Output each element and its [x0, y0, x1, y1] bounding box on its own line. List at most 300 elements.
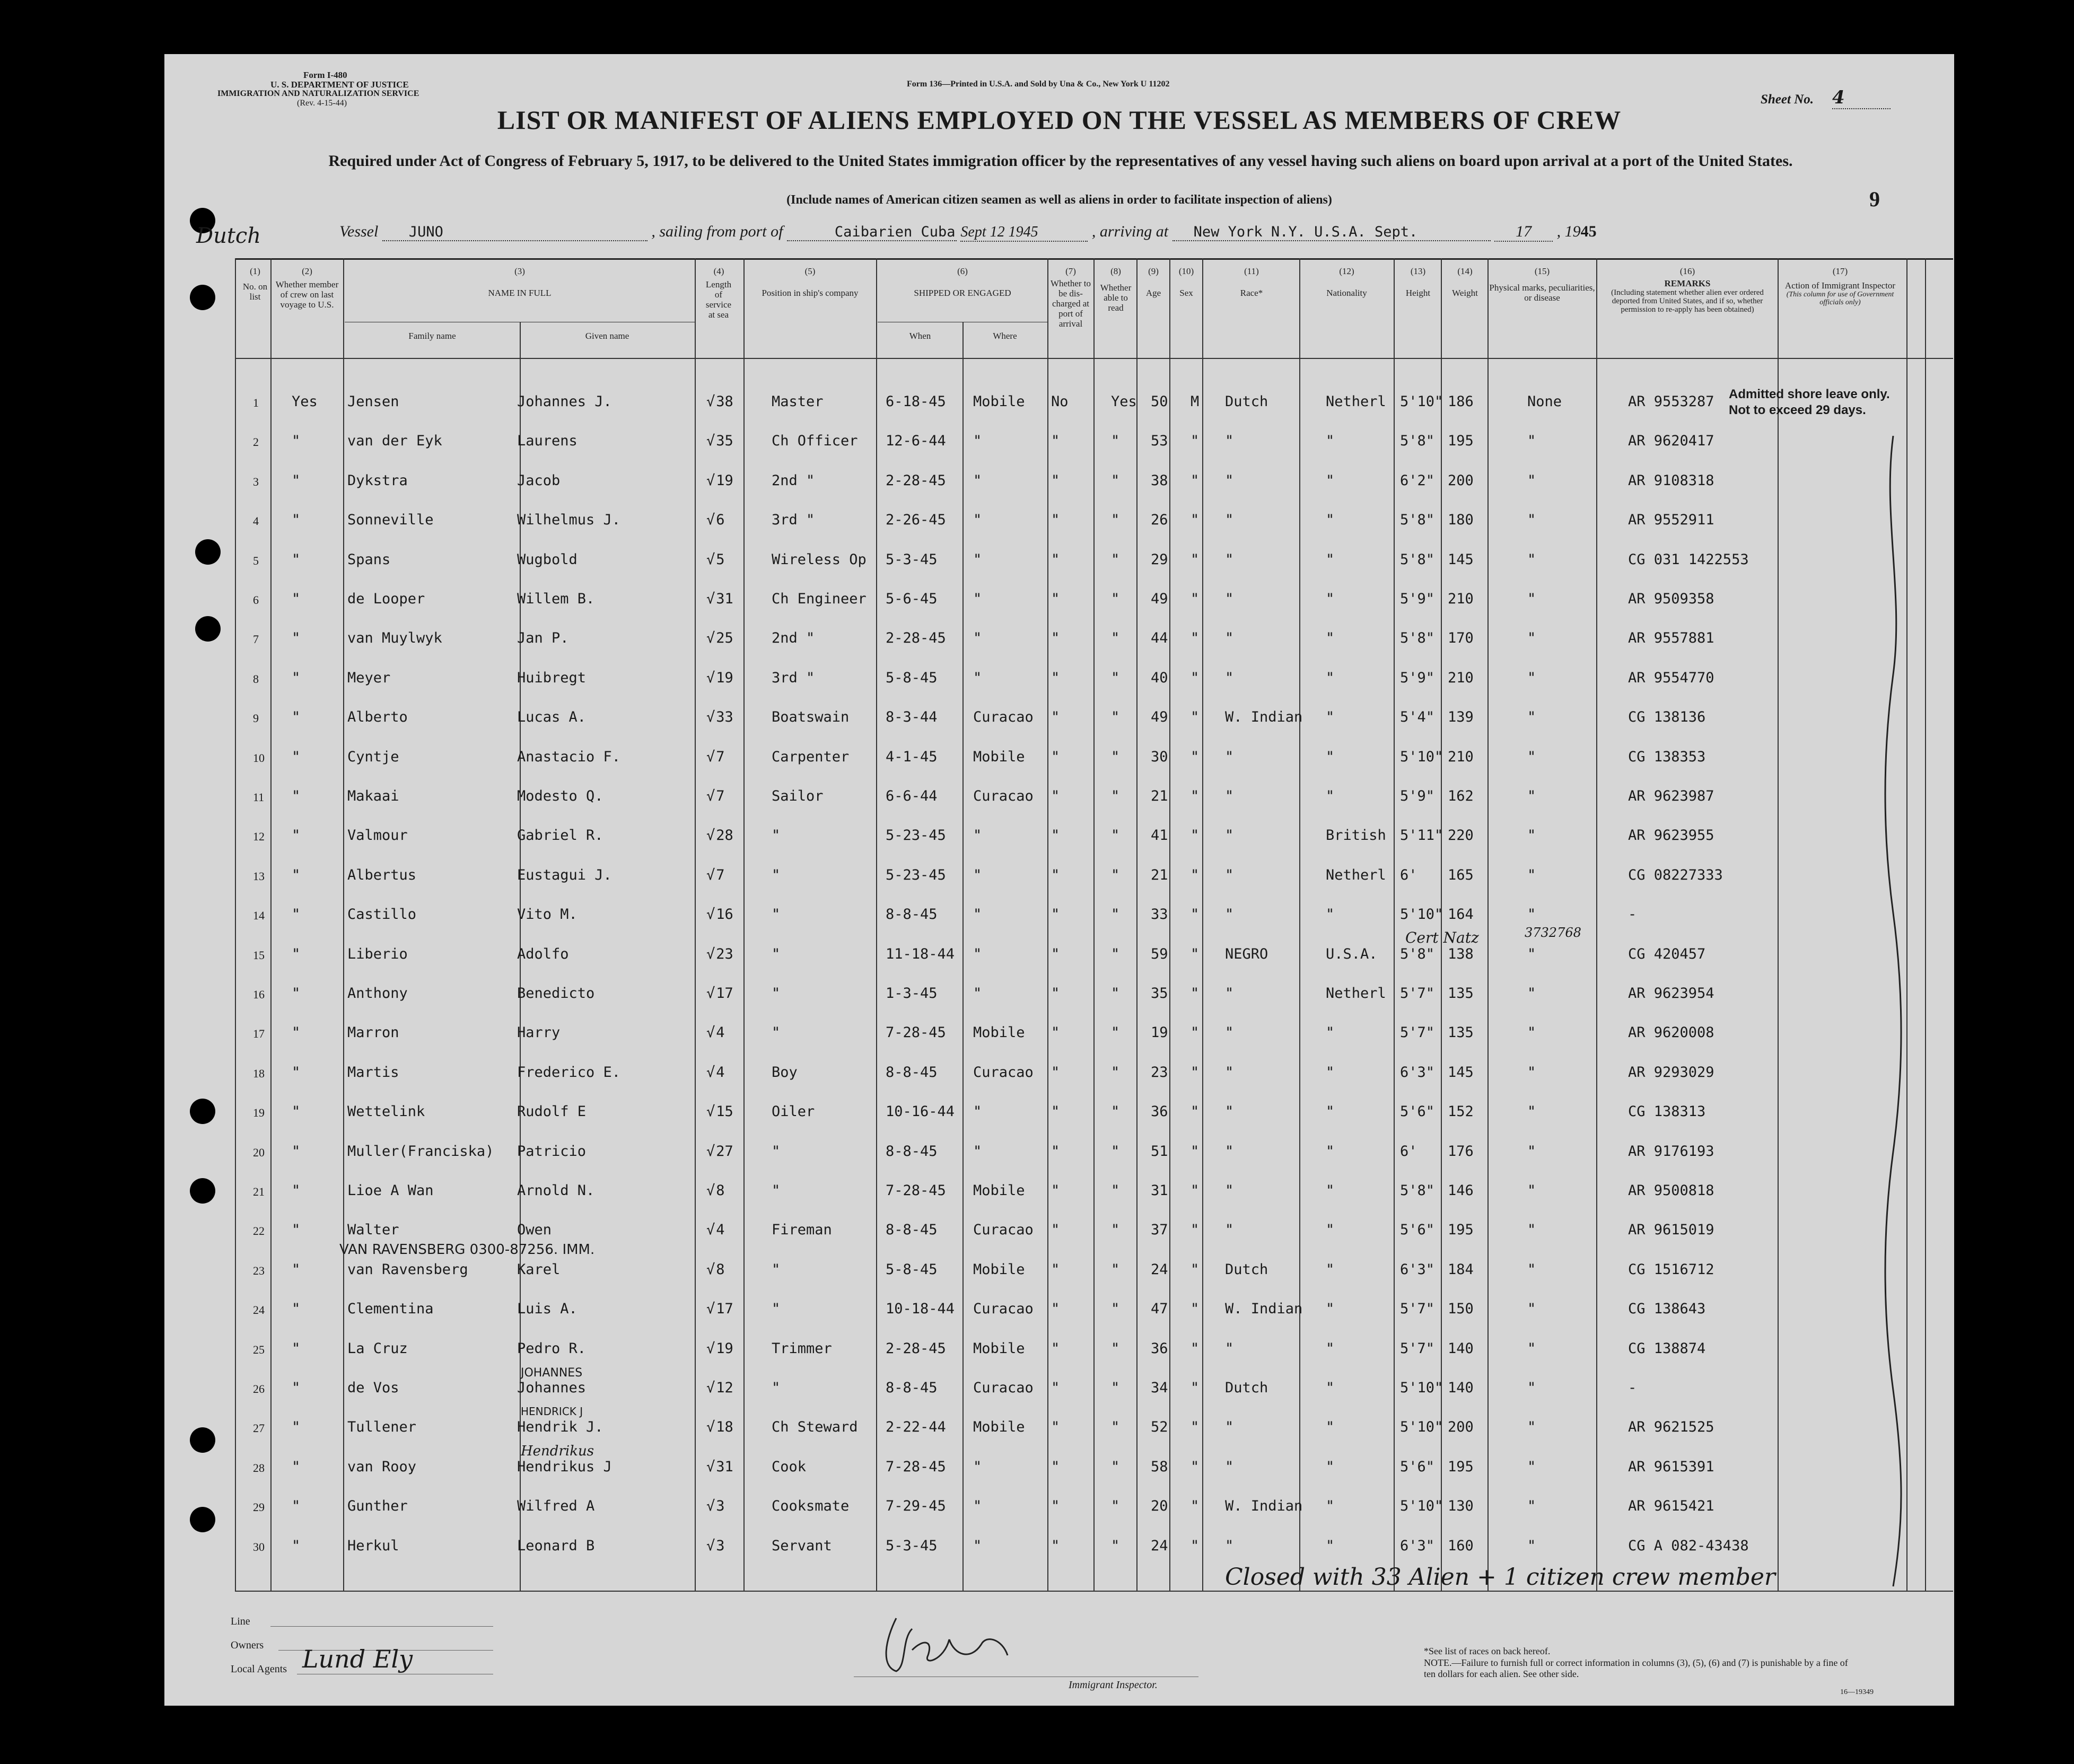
remarks: AR 9615421	[1628, 1498, 1714, 1515]
service-length-value: 4	[716, 1222, 725, 1239]
given-name: Hendrikus J	[517, 1458, 612, 1475]
checkmark-icon: √	[706, 669, 715, 686]
service-length	[706, 1459, 733, 1475]
discharged: "	[1051, 1024, 1060, 1041]
prev-voyage: "	[292, 472, 301, 489]
column-rule	[1487, 258, 1489, 1591]
discharged: "	[1051, 1301, 1060, 1318]
col2-header: (2) Whether member of crew on last voyage to U.S.	[275, 266, 339, 310]
service-length-value: 8	[716, 1182, 725, 1199]
height: 5'7"	[1400, 1340, 1435, 1357]
height: 5'9"	[1400, 788, 1435, 804]
service-length	[706, 1261, 725, 1278]
family-name: La Cruz	[347, 1340, 408, 1357]
height: 5'7"	[1400, 985, 1435, 1002]
race: Dutch	[1225, 1261, 1268, 1278]
age: 33	[1151, 906, 1168, 923]
able-to-read: Yes	[1111, 393, 1137, 410]
checkmark-icon: √	[706, 1380, 715, 1396]
discharged: "	[1051, 472, 1060, 489]
sheet-number: 4	[1832, 87, 1891, 109]
nationality: "	[1326, 906, 1335, 923]
checkmark-icon: √	[706, 433, 715, 450]
physical-marks: "	[1527, 1301, 1536, 1318]
physical-marks: "	[1527, 906, 1536, 923]
sailing-label: , sailing from port of	[651, 223, 783, 240]
nationality: U.S.A.	[1326, 945, 1378, 962]
shipped-when: 8-8-45	[886, 1222, 938, 1239]
physical-marks: "	[1527, 1261, 1536, 1278]
able-to-read: "	[1111, 906, 1120, 923]
shipped-where: "	[973, 1537, 982, 1554]
given-name: Johannes J.	[517, 393, 612, 410]
nationality: "	[1326, 1103, 1335, 1120]
given-name: Frederico E.	[517, 1064, 621, 1081]
sex: "	[1191, 1024, 1200, 1041]
binder-hole	[190, 1099, 215, 1124]
discharged: "	[1051, 669, 1060, 686]
prev-voyage: "	[292, 433, 301, 450]
position: Boatswain	[772, 709, 850, 726]
remarks: AR 9615019	[1628, 1222, 1714, 1239]
physical-marks: "	[1527, 1537, 1536, 1554]
position: Cook	[772, 1458, 807, 1475]
col1-header: (1) No. on list	[242, 266, 268, 302]
position: Cooksmate	[772, 1498, 850, 1515]
shipped-where: Mobile	[973, 1340, 1025, 1357]
binder-hole	[195, 539, 221, 565]
service-length-value: 35	[716, 433, 733, 450]
sex: "	[1191, 1458, 1200, 1475]
remarks: -	[1628, 906, 1637, 923]
col5-header: (5) Position in ship's company	[762, 266, 859, 298]
discharged: "	[1051, 1419, 1060, 1436]
row-number: 15	[253, 948, 265, 962]
race: "	[1225, 472, 1234, 489]
physical-marks: "	[1527, 512, 1536, 529]
agents-label: Local Agents	[231, 1663, 287, 1675]
shipped-when: 5-23-45	[886, 827, 946, 844]
nationality: "	[1326, 1064, 1335, 1081]
checkmark-icon: √	[706, 551, 715, 568]
weight: 145	[1448, 1064, 1474, 1081]
col7-header: (7) Whether to be dis-charged at port of arrival	[1051, 266, 1091, 329]
family-name: Wettelink	[347, 1103, 425, 1120]
service-length	[706, 1024, 725, 1041]
nationality: "	[1326, 709, 1335, 726]
row-number: 30	[253, 1540, 265, 1554]
column-rule	[1925, 258, 1926, 1591]
able-to-read: "	[1111, 472, 1120, 489]
shipped-where: Curacao	[973, 1222, 1034, 1239]
physical-marks: "	[1527, 669, 1536, 686]
shipped-where: "	[973, 512, 982, 529]
manifest-title: LIST OR MANIFEST OF ALIENS EMPLOYED ON THE VESSEL AS MEMBERS OF CREW	[497, 105, 1622, 135]
prev-voyage: "	[292, 748, 301, 765]
shipped-where: Mobile	[973, 1419, 1025, 1436]
service-length	[706, 670, 733, 686]
able-to-read: "	[1111, 591, 1120, 607]
service-length-value: 19	[716, 669, 733, 686]
sex: "	[1191, 985, 1200, 1002]
service-length	[706, 393, 733, 410]
col3-family: Family name	[408, 331, 456, 341]
service-length	[706, 433, 733, 449]
service-length	[706, 1103, 733, 1120]
physical-marks: "	[1527, 1458, 1536, 1475]
able-to-read: "	[1111, 1537, 1120, 1554]
family-name: Muller(Franciska)	[347, 1143, 494, 1160]
age: 34	[1151, 1380, 1168, 1396]
service-length-value: 33	[716, 709, 733, 726]
position: "	[772, 945, 781, 962]
position: "	[772, 866, 781, 883]
shipped-where: Curacao	[973, 788, 1034, 804]
col17-header: (17) Action of Immigrant Inspector (This column for use of Government officials only)	[1784, 266, 1896, 306]
age: 40	[1151, 669, 1168, 686]
shipped-where: "	[973, 591, 982, 607]
sex: "	[1191, 1261, 1200, 1278]
prev-voyage: "	[292, 1458, 301, 1475]
remarks: CG 420457	[1628, 945, 1706, 962]
service-length	[706, 591, 733, 607]
prev-voyage: "	[292, 1537, 301, 1554]
position: 2nd "	[772, 472, 815, 489]
remarks: AR 9620417	[1628, 433, 1714, 450]
prev-voyage: "	[292, 1222, 301, 1239]
shipped-where: Curacao	[973, 1380, 1034, 1396]
weight: 140	[1448, 1340, 1474, 1357]
physical-marks: "	[1527, 1024, 1536, 1041]
manifest-subtitle: Required under Act of Congress of February 5, 1917, to be delivered to the United States immigration officer by the representatives of any vessel having such aliens on board upon arrival at a port of the United States.	[328, 152, 1793, 170]
owners-label: Owners	[231, 1639, 264, 1651]
race: W. Indian	[1225, 709, 1303, 726]
prev-voyage: "	[292, 630, 301, 647]
able-to-read: "	[1111, 1222, 1120, 1239]
service-length-value: 31	[716, 1458, 733, 1475]
service-length-value: 25	[716, 630, 733, 647]
discharged: "	[1051, 433, 1060, 450]
row27-note: HENDRICK J	[521, 1405, 583, 1418]
discharged: "	[1051, 788, 1060, 804]
service-length-value: 31	[716, 591, 733, 607]
sex: "	[1191, 1222, 1200, 1239]
position: "	[772, 985, 781, 1002]
height: 6'3"	[1400, 1537, 1435, 1554]
weight: 195	[1448, 433, 1474, 450]
remarks: AR 9293029	[1628, 1064, 1714, 1081]
service-length	[706, 1143, 733, 1160]
able-to-read: "	[1111, 1458, 1120, 1475]
shipped-when: 8-3-44	[886, 709, 938, 726]
shipped-where: Mobile	[973, 748, 1025, 765]
row-number: 13	[253, 869, 265, 883]
age: 21	[1151, 788, 1168, 804]
nationality: "	[1326, 591, 1335, 607]
race: "	[1225, 1064, 1234, 1081]
col6-header: (6) SHIPPED OR ENGAGED	[914, 266, 1011, 298]
prev-voyage: "	[292, 1419, 301, 1436]
checkmark-icon: √	[706, 512, 715, 529]
physical-marks: "	[1527, 1340, 1536, 1357]
shipped-where: "	[973, 985, 982, 1002]
binder-hole	[190, 1507, 215, 1532]
sex: "	[1191, 1340, 1200, 1357]
weight: 138	[1448, 945, 1474, 962]
nationality: "	[1326, 472, 1335, 489]
prev-voyage: "	[292, 709, 301, 726]
able-to-read: "	[1111, 985, 1120, 1002]
able-to-read: "	[1111, 1064, 1120, 1081]
race: "	[1225, 906, 1234, 923]
checkmark-icon: √	[706, 709, 715, 726]
race: "	[1225, 827, 1234, 844]
col15-header: (15) Physical marks, peculiarities, or disease	[1489, 266, 1595, 303]
checkmark-icon: √	[706, 1182, 715, 1199]
prev-voyage: "	[292, 985, 301, 1002]
able-to-read: "	[1111, 1024, 1120, 1041]
shipped-when: 7-28-45	[886, 1458, 946, 1475]
weight: 146	[1448, 1182, 1474, 1199]
given-name: Karel	[517, 1261, 561, 1278]
shipped-where: "	[973, 1458, 982, 1475]
nationality: "	[1326, 1537, 1335, 1554]
remarks: AR 9509358	[1628, 591, 1714, 607]
shipped-when: 2-22-44	[886, 1419, 946, 1436]
height: 5'10"	[1400, 1419, 1443, 1436]
shipped-when: 12-6-44	[886, 433, 946, 450]
nationality: "	[1326, 1340, 1335, 1357]
race: "	[1225, 512, 1234, 529]
shipped-when: 6-18-45	[886, 393, 946, 410]
shipped-when: 6-6-44	[886, 788, 938, 804]
service-length-value: 7	[716, 788, 725, 804]
age: 20	[1151, 1498, 1168, 1515]
nationality: "	[1326, 512, 1335, 529]
sex: "	[1191, 512, 1200, 529]
sex: "	[1191, 1419, 1200, 1436]
physical-marks: "	[1527, 748, 1536, 765]
able-to-read: "	[1111, 669, 1120, 686]
race: W. Indian	[1225, 1498, 1303, 1515]
given-name: Gabriel R.	[517, 827, 603, 844]
service-length-value: 17	[716, 1301, 733, 1318]
race: "	[1225, 1458, 1234, 1475]
service-length	[706, 472, 733, 489]
shipped-when: 2-26-45	[886, 512, 946, 529]
height: 5'8"	[1400, 945, 1435, 962]
family-name: Dykstra	[347, 472, 408, 489]
service-length-value: 19	[716, 1340, 733, 1357]
height: 5'10"	[1400, 1380, 1443, 1396]
checkmark-icon: √	[706, 985, 715, 1002]
family-name: Cyntje	[347, 748, 399, 765]
binder-hole	[195, 616, 221, 642]
weight: 150	[1448, 1301, 1474, 1318]
col14-header: (14) Weight	[1452, 266, 1478, 298]
row-number: 14	[253, 909, 265, 923]
discharged: "	[1051, 1182, 1060, 1199]
given-name: Pedro R.	[517, 1340, 587, 1357]
given-name: Luis A.	[517, 1301, 577, 1318]
given-name: Johannes	[517, 1380, 587, 1396]
shipped-when: 7-28-45	[886, 1182, 946, 1199]
race: "	[1225, 433, 1234, 450]
nationality: British	[1326, 827, 1386, 844]
prev-voyage: "	[292, 945, 301, 962]
age: 19	[1151, 1024, 1168, 1041]
sheet-label: Sheet No.	[1761, 92, 1814, 107]
height: 5'8"	[1400, 433, 1435, 450]
position: "	[772, 1301, 781, 1318]
sex: "	[1191, 1498, 1200, 1515]
prev-voyage: "	[292, 512, 301, 529]
arriving-label: , arriving at	[1091, 223, 1169, 240]
prev-voyage: "	[292, 1380, 301, 1396]
able-to-read: "	[1111, 1380, 1120, 1396]
height: 5'8"	[1400, 512, 1435, 529]
position: "	[772, 827, 781, 844]
discharged: "	[1051, 1340, 1060, 1357]
checkmark-icon: √	[706, 1261, 715, 1278]
sail-date: Sept 12 1945	[960, 224, 1088, 242]
shipped-when: 10-18-44	[886, 1301, 955, 1318]
height: 6'	[1400, 1143, 1417, 1160]
shipped-when: 2-28-45	[886, 1340, 946, 1357]
sex: "	[1191, 945, 1200, 962]
shipped-where: "	[973, 906, 982, 923]
row-number: 8	[253, 672, 259, 686]
binder-hole	[190, 1427, 215, 1453]
height: 5'10"	[1400, 748, 1443, 765]
nationality: "	[1326, 551, 1335, 568]
sex: "	[1191, 472, 1200, 489]
remarks: AR 9557881	[1628, 630, 1714, 647]
family-name: Castillo	[347, 906, 417, 923]
column-rule	[876, 258, 877, 1591]
physical-marks: "	[1527, 551, 1536, 568]
service-length	[706, 709, 733, 725]
remarks: AR 9108318	[1628, 472, 1714, 489]
checkmark-icon: √	[706, 630, 715, 647]
shipped-when: 10-16-44	[886, 1103, 955, 1120]
height: 5'9"	[1400, 669, 1435, 686]
row23-note: VAN RAVENSBERG 0300-87256. IMM.	[339, 1242, 595, 1258]
weight: 210	[1448, 591, 1474, 607]
shipped-where: Mobile	[973, 1182, 1025, 1199]
shipped-when: 8-8-45	[886, 1380, 938, 1396]
vessel-label: Vessel	[339, 223, 379, 240]
nationality: "	[1326, 1458, 1335, 1475]
col3-header: (3) NAME IN FULL	[488, 266, 552, 298]
age: 26	[1151, 512, 1168, 529]
remarks: AR 9621525	[1628, 1419, 1714, 1436]
prev-voyage: "	[292, 669, 301, 686]
remarks: CG 1516712	[1628, 1261, 1714, 1278]
position: "	[772, 1024, 781, 1041]
shipped-where: Mobile	[973, 393, 1025, 410]
row14-note: 3732768	[1525, 925, 1581, 940]
race: "	[1225, 551, 1234, 568]
nationality: "	[1326, 630, 1335, 647]
age: 58	[1151, 1458, 1168, 1475]
physical-marks: "	[1527, 709, 1536, 726]
age: 49	[1151, 591, 1168, 607]
race: "	[1225, 985, 1234, 1002]
sailing-port: Caibarien Cuba	[787, 224, 957, 241]
nationality: "	[1326, 748, 1335, 765]
height: 5'7"	[1400, 1301, 1435, 1318]
service-length-value: 7	[716, 748, 725, 765]
sex: "	[1191, 709, 1200, 726]
service-length-value: 4	[716, 1064, 725, 1081]
manifest-sheet	[164, 54, 1954, 1706]
discharged: "	[1051, 551, 1060, 568]
given-name: Willem B.	[517, 591, 595, 607]
row-number: 27	[253, 1421, 265, 1435]
nationality: "	[1326, 1143, 1335, 1160]
discharged: "	[1051, 748, 1060, 765]
race: "	[1225, 866, 1234, 883]
sex: "	[1191, 669, 1200, 686]
col12-header: (12) Nationality	[1326, 266, 1367, 298]
family-name: Sonneville	[347, 512, 434, 529]
physical-marks: "	[1527, 788, 1536, 804]
prev-voyage: "	[292, 827, 301, 844]
given-name: Wilhelmus J.	[517, 512, 621, 529]
discharged: "	[1051, 985, 1060, 1002]
shipped-where: Curacao	[973, 1064, 1034, 1081]
checkmark-icon: √	[706, 866, 715, 883]
discharged: "	[1051, 1380, 1060, 1396]
sex: "	[1191, 630, 1200, 647]
physical-marks: "	[1527, 1103, 1536, 1120]
able-to-read: "	[1111, 1182, 1120, 1199]
height: 6'	[1400, 866, 1417, 883]
discharged: "	[1051, 1458, 1060, 1475]
able-to-read: "	[1111, 788, 1120, 804]
position: Fireman	[772, 1222, 832, 1239]
remarks: AR 9620008	[1628, 1024, 1714, 1041]
position: Boy	[772, 1064, 798, 1081]
discharged: "	[1051, 906, 1060, 923]
discharged: "	[1051, 1537, 1060, 1554]
age: 41	[1151, 827, 1168, 844]
race: "	[1225, 1419, 1234, 1436]
position: Ch Officer	[772, 433, 858, 450]
physical-marks: "	[1527, 945, 1536, 962]
column-rule	[270, 258, 272, 1591]
able-to-read: "	[1111, 1498, 1120, 1515]
checkmark-icon: √	[706, 472, 715, 489]
shipped-when: 5-8-45	[886, 1261, 938, 1278]
discharged: No	[1051, 393, 1069, 410]
checkmark-icon: √	[706, 1024, 715, 1041]
age: 47	[1151, 1301, 1168, 1318]
column-rule	[1394, 258, 1395, 1591]
remarks: AR 9623954	[1628, 985, 1714, 1002]
row-number: 16	[253, 988, 265, 1001]
nationality: "	[1326, 433, 1335, 450]
weight: 170	[1448, 630, 1474, 647]
sex: "	[1191, 551, 1200, 568]
race: W. Indian	[1225, 1301, 1303, 1318]
service-length	[706, 1340, 733, 1357]
family-name: Albertus	[347, 866, 417, 883]
service: IMMIGRATION AND NATURALIZATION SERVICE	[217, 89, 419, 98]
weight: 200	[1448, 472, 1474, 489]
checkmark-icon: √	[706, 1301, 715, 1318]
